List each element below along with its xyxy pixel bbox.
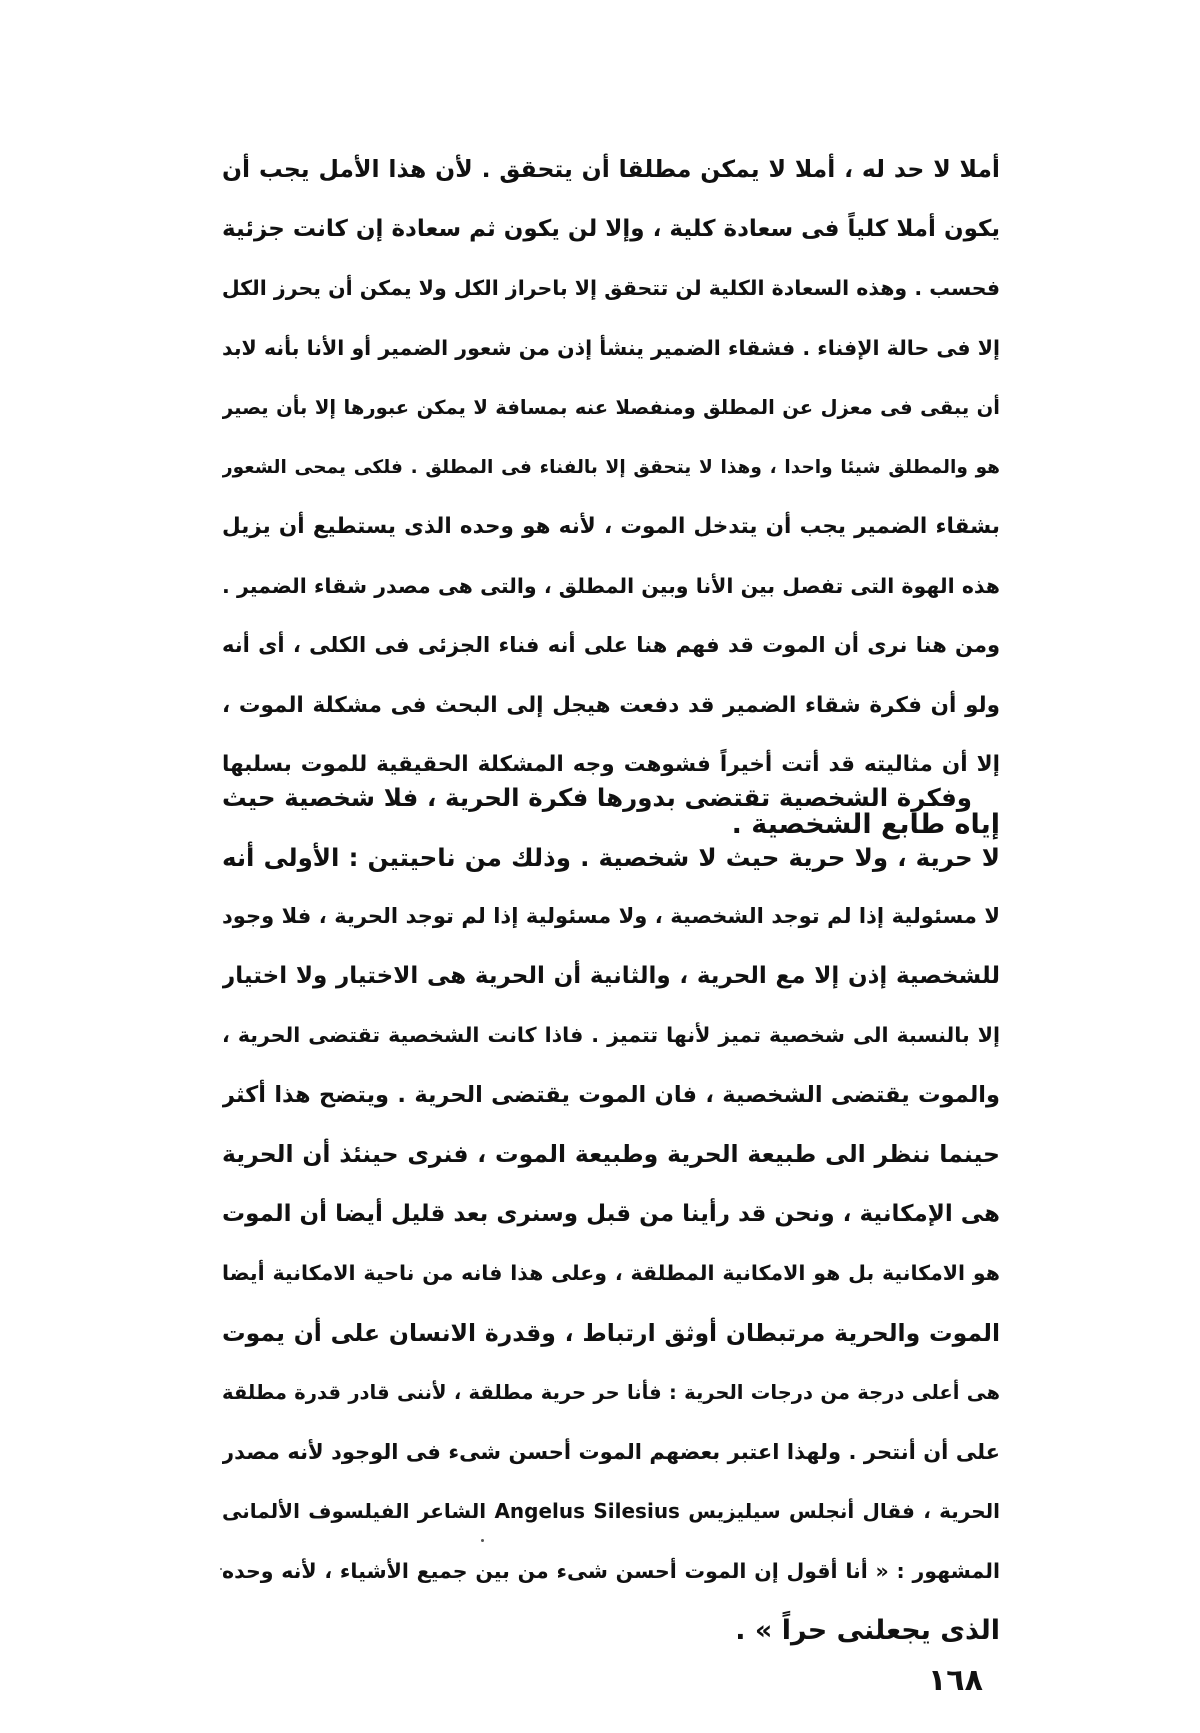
text-line: فحسب . وهذه السعادة الكلية لن تتحقق إلا باحراز الكل ولا يمكن أن يحرز الكل — [222, 276, 1000, 300]
text-line: الذى يجعلنى حراً » . — [735, 1615, 1000, 1646]
text-line: لا مسئولية إذا لم توجد الشخصية ، ولا مسئولية إذا لم توجد الحرية ، فلا وجود — [222, 904, 1000, 928]
paragraph-2 — [222, 768, 1000, 1661]
text-line: أملا لا حد له ، أملا لا يمكن مطلقا أن يتحقق . لأن هذا الأمل يجب أن — [222, 155, 1000, 183]
page-number: ١٦٨ — [928, 1663, 983, 1698]
text-line: هى الإمكانية ، ونحن قد رأينا من قبل وسنرى بعد قليل أيضا أن الموت — [222, 1200, 1000, 1227]
text-line: هذه الهوة التى تفصل بين الأنا وبين المطلق ، والتى هى مصدر شقاء الضمير . — [222, 573, 1000, 598]
text-line: ولو أن فكرة شقاء الضمير قد دفعت هيجل إلى البحث فى مشكلة الموت ، — [222, 692, 1000, 718]
text-line: وفكرة الشخصية تقتضى بدورها فكرة الحرية ، فلا شخصية حيث — [222, 783, 972, 812]
text-line: والموت يقتضى الشخصية ، فان الموت يقتضى الحرية . ويتضح هذا أكثر — [222, 1081, 1000, 1108]
text-line: للشخصية إذن إلا مع الحرية ، والثانية أن الحرية هى الاختيار ولا اختيار — [222, 962, 1000, 989]
scan-speck — [220, 1568, 222, 1570]
text-line: إلا أن مثاليته قد أتت أخيراً فشوهت وجه المشكلة الحقيقية للموت بسلبها — [222, 752, 1000, 777]
text-line: لا حرية ، ولا حرية حيث لا شخصية . وذلك من ناحيتين : الأولى أنه — [222, 842, 1000, 872]
text-line: حينما ننظر الى طبيعة الحرية وطبيعة الموت ، فنرى حينئذ أن الحرية — [222, 1140, 1000, 1168]
text-line: إياه طابع الشخصية . — [731, 808, 1000, 840]
text-line: يكون أملا كلياً فى سعادة كلية ، وإلا لن يكون ثم سعادة إن كانت جزئية — [222, 215, 1000, 242]
text-line: ومن هنا نرى أن الموت قد فهم هنا على أنه فناء الجزئى فى الكلى ، أى أنه — [222, 633, 1000, 657]
text-line: المشهور : « أنا أقول إن الموت أحسن شىء من بين جميع الأشياء ، لأنه وحده — [222, 1558, 1000, 1583]
text-line: إلا بالنسبة الى شخصية تميز لأنها تتميز . فاذا كانت الشخصية تقتضى الحرية ، — [222, 1023, 1000, 1047]
text-line: الحرية ، فقال أنجلس سيليزيس Angelus Silesius الشاعر الفيلسوف الألمانى — [222, 1499, 1000, 1523]
text-line: بشقاء الضمير يجب أن يتدخل الموت ، لأنه هو وحده الذى يستطيع أن يزيل — [222, 514, 1000, 539]
text-line: إلا فى حالة الإفناء . فشقاء الضمير ينشأ إذن من شعور الضمير أو الأنا بأنه لابد — [222, 335, 1000, 360]
text-line: على أن أنتحر . ولهذا اعتبر بعضهم الموت أحسن شىء فى الوجود لأنه مصدر — [222, 1439, 1000, 1464]
text-line: أن يبقى فى معزل عن المطلق ومنفصلا عنه بمسافة لا يمكن عبورها إلا بأن يصير — [222, 396, 1000, 419]
text-line: هو والمطلق شيئا واحدا ، وهذا لا يتحقق إلا بالفناء فى المطلق . فلكى يمحى الشعور — [222, 456, 1000, 478]
paragraph-1 — [222, 140, 1000, 854]
scan-speck — [481, 1539, 484, 1542]
text-line: الموت والحرية مرتبطان أوثق ارتباط ، وقدرة الانسان على أن يموت — [222, 1318, 1000, 1347]
text-line: هو الامكانية بل هو الامكانية المطلقة ، وعلى هذا فانه من ناحية الامكانية أيضا — [222, 1261, 1000, 1285]
text-line: هى أعلى درجة من درجات الحرية : فأنا حر حرية مطلقة ، لأننى قادر قدرة مطلقة — [222, 1381, 1000, 1404]
